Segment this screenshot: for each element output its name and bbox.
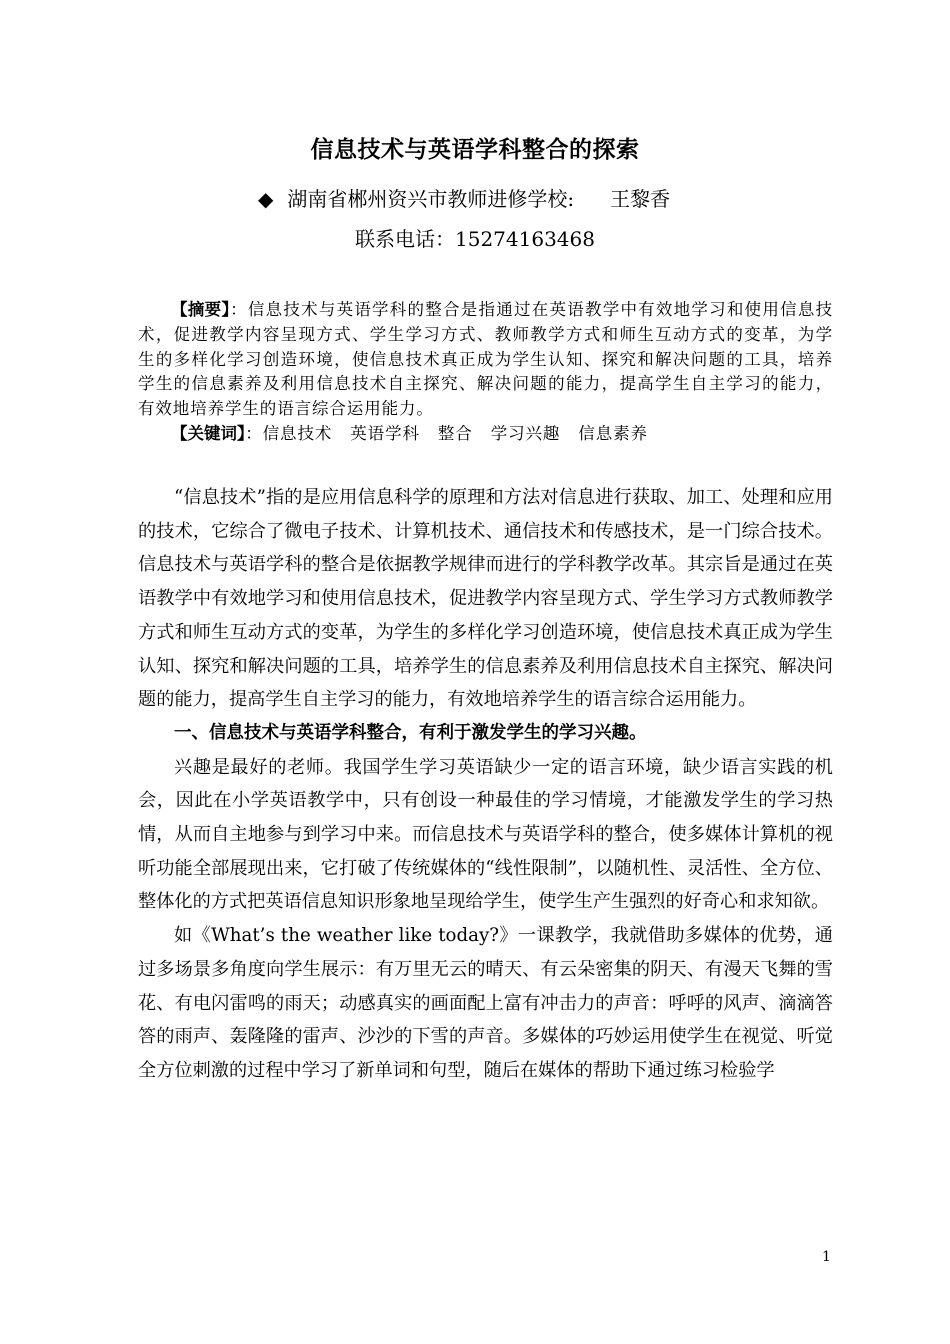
abstract-section	[138, 298, 833, 447]
document-title: 信息技术与英语学科整合的探索	[310, 137, 640, 163]
keyword-item: 信息技术	[262, 423, 333, 443]
author-name: 王黎香	[610, 187, 671, 211]
keywords-separator: ：	[245, 423, 263, 443]
body-paragraph-intro: “信息技术”指的是应用信息科学的原理和方法对信息进行获取、加工、处理和应用的技术，它综合了微电子技术、计算机技术、通信技术和传感技术，是一门综合技术。信息技术与英语学科的整合是依据教学规律而进行的学科教学改革。其宗旨是通过在英语教学中有效地学习和使用信息技术，促进教学内容呈现方式、学生学习方式教师教学方式和师生互动方式的变革，为学生的多样化学习创造环境，使信息技术真正成为学生认知、探究和解决问题的工具，培养学生的信息素养及利用信息技术自主探究、解决问题的能力，提高学生自主学习的能力，有效地培养学生的语言综合运用能力。	[138, 487, 833, 711]
abstract-text: ：信息技术与英语学科的整合是指通过在英语教学中有效地学习和使用信息技术，促进教学内容呈现方式、学生学习方式、教师教学方式和师生互动方式的变革，为学生的多样化学习创造环境，使信息技术真正成为学生认知、探究和解决问题的工具，培养学生的信息素养及利用信息技术自主探究、解决问题的能力，提高学生自主学习的能力，有效地培养学生的语言综合运用能力。	[138, 300, 833, 419]
author-school: 湖南省郴州资兴市教师进修学校:	[287, 187, 575, 211]
body-paragraph-interest: 兴趣是最好的老师。我国学生学习英语缺少一定的语言环境，缺少语言实践的机会，因此在小学英语教学中，只有创设一种最佳的学习情境，才能激发学生的学习热情，从而自主地参与到学习中来。而信息技术与英语学科的整合，使多媒体计算机的视听功能全部展现出来，它打破了传统媒体的“线性限制”，以随机性、灵活性、全方位、整体化的方式把英语信息知识形象地呈现给学生，使学生产生强烈的好奇心和求知欲。	[138, 756, 833, 913]
abstract-paragraph	[138, 298, 833, 422]
keyword-item: 信息素养	[578, 423, 648, 443]
author-line	[258, 184, 670, 214]
keywords-label: 【关键词】	[171, 423, 246, 443]
abstract-label: 【摘要】	[171, 300, 231, 319]
page-number: 1	[822, 1249, 831, 1265]
keywords-line	[138, 422, 833, 447]
keyword-item: 英语学科	[350, 423, 420, 443]
keyword-item: 学习兴趣	[490, 423, 561, 443]
diamond-bullet-icon: ◆	[258, 187, 274, 211]
body-section	[138, 481, 833, 1088]
body-paragraph-example: 如《What’s the weather like today?》一课教学，我就借助多媒体的优势，通过多场景多角度向学生展示：有万里无云的晴天、有云朵密集的阴天、有漫天飞舞的雪花、有电闪雷鸣的雨天；动感真实的画面配上富有冲击力的声音：呼呼的风声、滴滴答答的雨声、轰隆隆的雷声、沙沙的下雪的声音。多媒体的巧妙运用使学生在视觉、听觉全方位刺激的过程中学习了新单词和句型，随后在媒体的帮助下通过练习检验学	[138, 925, 833, 1081]
contact-phone: 联系电话：15274163468	[355, 227, 595, 251]
section-heading-1: 一、信息技术与英语学科整合，有利于激发学生的学习兴趣。	[174, 722, 647, 743]
keyword-item: 整合	[437, 423, 473, 443]
